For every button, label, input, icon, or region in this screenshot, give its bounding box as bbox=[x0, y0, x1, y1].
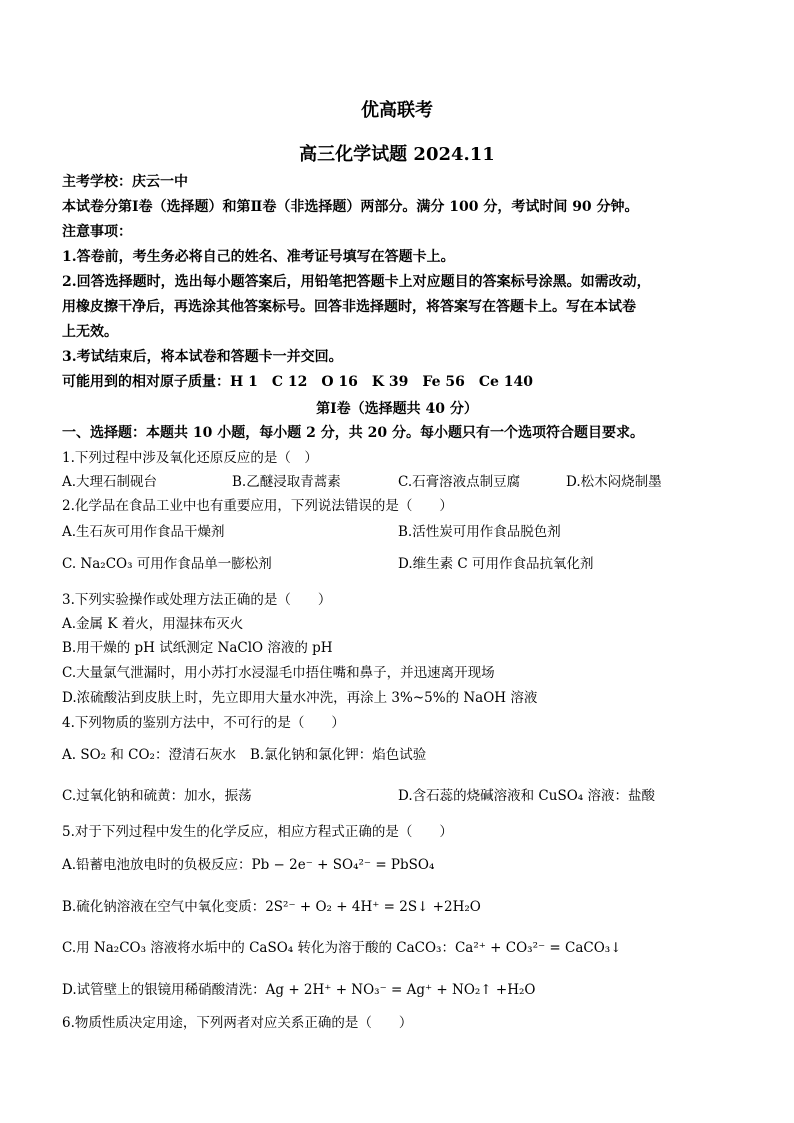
question-3-option-c: C.大量氯气泄漏时，用小苏打水浸湿毛巾捂住嘴和鼻子，并迅速离开现场 bbox=[62, 665, 495, 681]
question-6-stem: 6.物质性质决定用途，下列两者对应关系正确的是（ ） bbox=[62, 1015, 413, 1031]
question-2-option-b: B.活性炭可用作食品脱色剂 bbox=[398, 524, 561, 540]
host-school: 主考学校：庆云一中 bbox=[62, 174, 188, 190]
question-5-option-a: A.铅蓄电池放电时的负极反应：Pb − 2e⁻ + SO₄²⁻ = PbSO₄ bbox=[62, 857, 435, 873]
notice-item-1: 1.答卷前，考生务必将自己的姓名、准考证号填写在答题卡上。 bbox=[62, 249, 455, 265]
notice-title: 注意事项： bbox=[62, 224, 132, 240]
question-4-option-b: B.氯化钠和氯化钾：焰色试验 bbox=[250, 747, 427, 763]
question-4-option-d: D.含石蕊的烧碱溶液和 CuSO₄ 溶液：盐酸 bbox=[398, 788, 655, 804]
paper-composition: 本试卷分第Ⅰ卷（选择题）和第Ⅱ卷（非选择题）两部分。满分 100 分，考试时间 90 分钟。 bbox=[62, 199, 639, 215]
atomic-mass-list: 可能用到的相对原子质量：H 1 C 12 O 16 K 39 Fe 56 Ce 140 bbox=[62, 374, 534, 390]
notice-item-2-line-2: 用橡皮擦干净后，再选涂其他答案标号。回答非选择题时，将答案写在答题卡上。写在本试卷 bbox=[62, 299, 636, 315]
question-5-option-b: B.硫化钠溶液在空气中氧化变质：2S²⁻ + O₂ + 4H⁺ = 2S↓ +2H₂O bbox=[62, 899, 481, 915]
question-1-option-b: B.乙醚浸取青蒿素 bbox=[232, 474, 341, 490]
exam-title: 优高联考 bbox=[361, 100, 433, 121]
question-4-option-a: A. SO₂ 和 CO₂：澄清石灰水 bbox=[62, 747, 236, 763]
question-1-stem: 1.下列过程中涉及氧化还原反应的是（ ） bbox=[62, 450, 318, 466]
section-instruction: 一、选择题：本题共 10 小题，每小题 2 分，共 20 分。每小题只有一个选项符合题目要求。 bbox=[62, 425, 644, 441]
question-3-option-b: B.用干燥的 pH 试纸测定 NaClO 溶液的 pH bbox=[62, 640, 333, 656]
question-3-option-a: A.金属 K 着火，用湿抹布灭火 bbox=[62, 616, 244, 632]
question-5-option-d: D.试管壁上的银镜用稀硝酸清洗：Ag + 2H⁺ + NO₃⁻ = Ag⁺ + NO₂↑ +H₂O bbox=[62, 982, 536, 998]
question-5-stem: 5.对于下列过程中发生的化学反应，相应方程式正确的是（ ） bbox=[62, 824, 453, 840]
exam-subtitle: 高三化学试题 2024.11 bbox=[299, 144, 495, 165]
question-3-option-d: D.浓硫酸沾到皮肤上时，先立即用大量水冲洗，再涂上 3%~5%的 NaOH 溶液 bbox=[62, 690, 538, 706]
question-1-option-c: C.石膏溶液点制豆腐 bbox=[398, 474, 521, 490]
question-4-option-c: C.过氧化钠和硫黄：加水，振荡 bbox=[62, 788, 252, 804]
notice-item-2-line-3: 上无效。 bbox=[62, 324, 118, 340]
question-1-option-d: D.松木闷烧制墨 bbox=[566, 474, 662, 490]
question-2-option-d: D.维生素 C 可用作食品抗氧化剂 bbox=[398, 556, 594, 572]
question-3-stem: 3.下列实验操作或处理方法正确的是（ ） bbox=[62, 592, 332, 608]
question-1-option-a: A.大理石制砚台 bbox=[62, 474, 158, 490]
question-5-option-c: C.用 Na₂CO₃ 溶液将水垢中的 CaSO₄ 转化为溶于酸的 CaCO₃：Ca²⁺ + CO₃²⁻ = CaCO₃↓ bbox=[62, 940, 622, 956]
question-2-stem: 2.化学品在食品工业中也有重要应用，下列说法错误的是（ ） bbox=[62, 498, 453, 514]
question-2-option-c: C. Na₂CO₃ 可用作食品单一膨松剂 bbox=[62, 556, 272, 572]
notice-item-3: 3.考试结束后，将本试卷和答题卡一并交回。 bbox=[62, 349, 343, 365]
question-2-option-a: A.生石灰可用作食品干燥剂 bbox=[62, 524, 225, 540]
question-4-stem: 4.下列物质的鉴别方法中，不可行的是（ ） bbox=[62, 715, 345, 731]
notice-item-2-line-1: 2.回答选择题时，选出每小题答案后，用铅笔把答题卡上对应题目的答案标号涂黑。如需改动， bbox=[62, 274, 651, 290]
section-heading: 第Ⅰ卷（选择题共 40 分） bbox=[316, 401, 478, 417]
